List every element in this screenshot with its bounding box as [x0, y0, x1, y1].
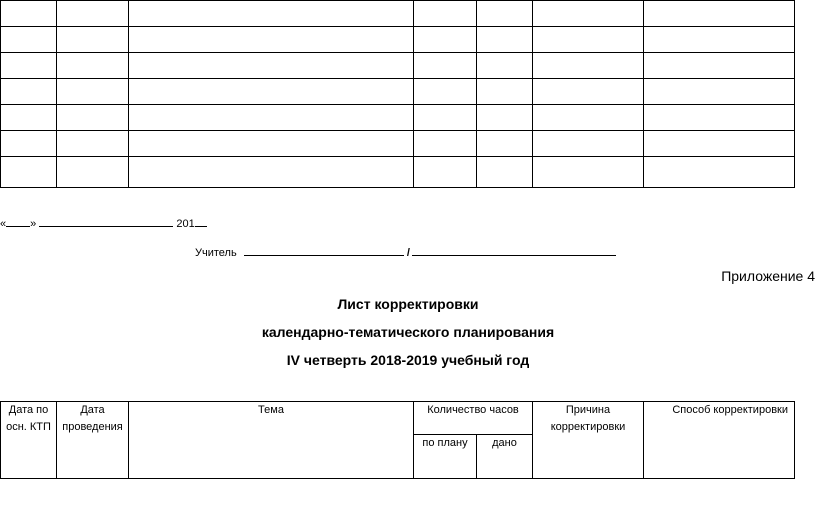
table-cell	[57, 1, 129, 27]
table-cell	[57, 105, 129, 131]
quote-close: »	[30, 218, 37, 230]
table-cell	[644, 79, 795, 105]
table-cell	[533, 1, 644, 27]
table-cell	[129, 105, 414, 131]
name-blank	[412, 245, 616, 256]
table-cell	[57, 131, 129, 157]
table-cell	[1, 53, 57, 79]
table-row	[1, 157, 795, 188]
table-cell	[533, 131, 644, 157]
table-cell	[477, 105, 533, 131]
quote-open: «	[0, 218, 7, 230]
table-cell	[644, 53, 795, 79]
header-date-main: Дата по осн. КТП	[1, 402, 57, 479]
table-cell	[1, 157, 57, 188]
header-reason: Причина корректировки	[533, 402, 644, 479]
teacher-signature-line	[195, 245, 616, 259]
table-cell	[129, 1, 414, 27]
header-hours: Количество часов	[414, 402, 533, 435]
header-topic: Тема	[129, 402, 414, 479]
table-cell	[533, 27, 644, 53]
table-cell	[477, 79, 533, 105]
title-line-1: Лист корректировки	[337, 296, 479, 312]
table-cell	[477, 53, 533, 79]
table-cell	[414, 53, 477, 79]
table-cell	[1, 131, 57, 157]
table-cell	[414, 131, 477, 157]
table-row	[1, 1, 795, 27]
table-cell	[129, 157, 414, 188]
appendix-label: Приложение 4	[721, 268, 815, 284]
header-hours-plan: по плану	[414, 435, 477, 479]
table-cell	[644, 27, 795, 53]
table-cell	[1, 79, 57, 105]
separator-slash: /	[406, 247, 410, 259]
table-cell	[644, 105, 795, 131]
table-row	[1, 105, 795, 131]
table-cell	[129, 79, 414, 105]
table-cell	[1, 27, 57, 53]
year-blank	[195, 216, 207, 227]
table-cell	[533, 53, 644, 79]
table-cell	[533, 157, 644, 188]
table-cell	[644, 157, 795, 188]
table-cell	[533, 79, 644, 105]
table-cell	[533, 105, 644, 131]
table-cell	[644, 131, 795, 157]
table-cell	[644, 1, 795, 27]
table-cell	[477, 157, 533, 188]
table-cell	[414, 79, 477, 105]
correction-table	[0, 401, 795, 479]
table-cell	[1, 1, 57, 27]
teacher-label: Учитель	[195, 247, 237, 259]
year-prefix: 201	[176, 218, 195, 230]
table-cell	[129, 53, 414, 79]
header-hours-given: дано	[477, 435, 533, 479]
table-cell	[57, 79, 129, 105]
table-row	[1, 27, 795, 53]
day-blank	[6, 216, 30, 227]
table-cell	[414, 105, 477, 131]
signature-blank	[244, 245, 404, 256]
month-blank	[39, 216, 173, 227]
previous-page-table	[0, 0, 795, 188]
title-line-3: IV четверть 2018-2019 учебный год	[286, 352, 530, 368]
title-line-2: календарно-тематического планирования	[261, 324, 555, 340]
table-cell	[414, 1, 477, 27]
header-method: Способ корректировки	[644, 402, 795, 479]
table-row	[1, 53, 795, 79]
table-cell	[477, 1, 533, 27]
table-cell	[57, 53, 129, 79]
table-cell	[414, 157, 477, 188]
table-cell	[477, 131, 533, 157]
table-cell	[57, 157, 129, 188]
table-row	[1, 79, 795, 105]
table-cell	[129, 27, 414, 53]
date-signature-line	[0, 216, 207, 230]
table-cell	[129, 131, 414, 157]
header-date-held: Дата проведения	[57, 402, 129, 479]
table-row	[1, 131, 795, 157]
table-cell	[57, 27, 129, 53]
table-cell	[414, 27, 477, 53]
table-cell	[1, 105, 57, 131]
table-cell	[477, 27, 533, 53]
